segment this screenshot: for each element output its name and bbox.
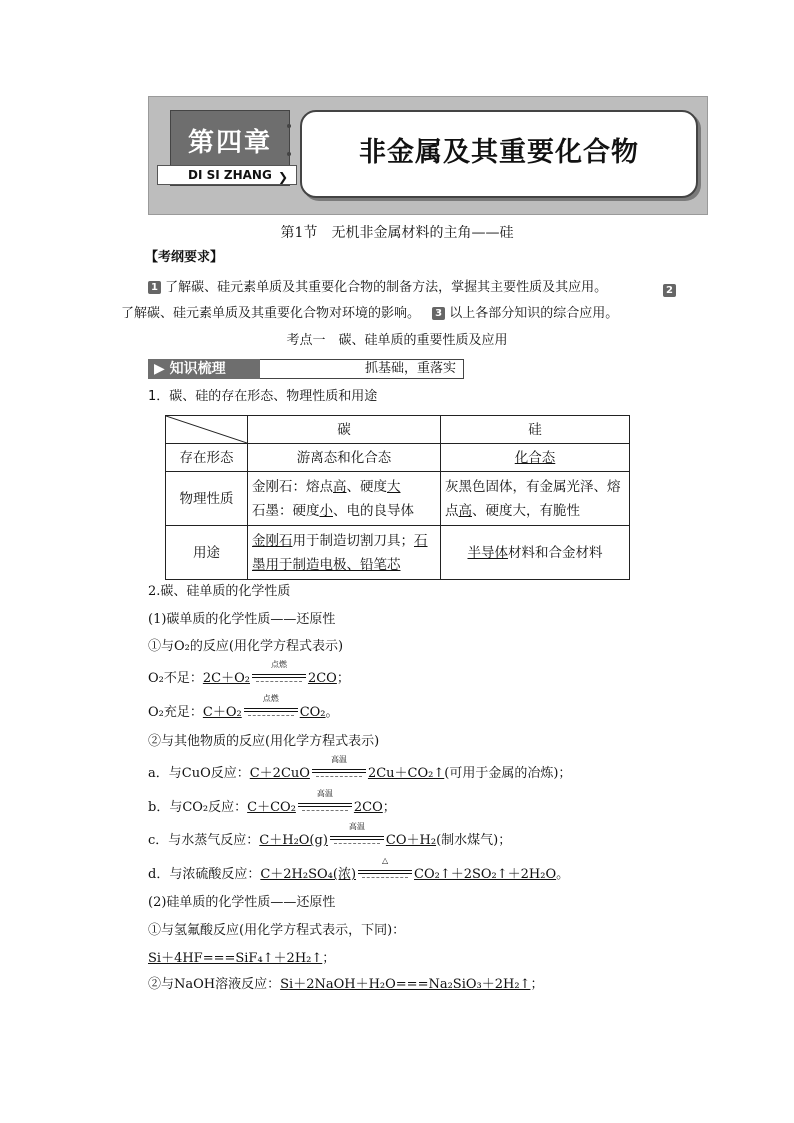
- table-header-carbon: 碳: [248, 416, 441, 444]
- knowledge-bar-tag: 抓基础，重落实: [364, 361, 456, 376]
- silicon-physical: [441, 472, 630, 526]
- table-row: [166, 526, 630, 580]
- chapter-pinyin: [157, 165, 297, 185]
- punct: ；: [498, 833, 512, 848]
- text: 、硬度: [346, 478, 387, 495]
- punct: ；: [322, 951, 336, 966]
- reaction-arrow: [328, 822, 386, 846]
- carbon-form: 游离态和化合态: [248, 444, 441, 472]
- play-icon: ▶: [154, 361, 165, 377]
- label: O₂不足：: [148, 671, 203, 686]
- requirement-item-1: 了解碳、硅元素单质及其重要化合物的制备方法，掌握其主要性质及其应用。: [165, 280, 608, 295]
- text: 、电的良导体: [333, 502, 414, 519]
- number-badge-1: 1: [148, 281, 161, 294]
- number-badge-3: 3: [432, 307, 445, 320]
- carbon-uses: [248, 526, 441, 580]
- requirement-line-2: [121, 305, 618, 323]
- equation: Si＋2NaOH＋H₂O===Na₂SiO₃＋2H₂↑: [280, 977, 531, 992]
- table-corner-cell: [166, 416, 248, 444]
- other-reactions-heading: ②与其他物质的反应(用化学方程式表示): [148, 734, 380, 749]
- table-header-row: [166, 416, 630, 444]
- requirement-item-2: 了解碳、硅元素单质及其重要化合物对环境的影响。: [121, 306, 421, 321]
- products: CO＋H₂: [385, 833, 437, 848]
- punct: ；: [530, 977, 544, 992]
- knowledge-bar-label-text: 知识梳理: [169, 361, 226, 377]
- requirements-heading: 【考纲要求】: [145, 250, 224, 265]
- answer: 高: [458, 502, 472, 519]
- reaction-arrow: [250, 660, 308, 684]
- s2-heading: 2.碳、硅单质的化学性质: [148, 584, 291, 599]
- reactants: C＋2H₂SO₄(浓): [260, 867, 357, 882]
- properties-table: [165, 415, 630, 580]
- carbon-uses-line-2: [252, 553, 436, 577]
- requirement-badge-2-holder: [663, 279, 676, 298]
- carbon-physical-line-1: [252, 475, 436, 499]
- chapter-title: 非金属及其重要化合物: [359, 137, 639, 168]
- reaction-arrow: [296, 789, 354, 813]
- text: 用于制造切割刀具；: [292, 532, 414, 549]
- label: d．与浓硫酸反应：: [148, 867, 261, 882]
- reaction-arrow: [310, 755, 368, 779]
- carbon-physical: [248, 472, 441, 526]
- text: 点: [445, 502, 459, 519]
- answer: 石: [414, 532, 428, 549]
- silicon-chem-heading: (2)硅单质的化学性质——还原性: [148, 895, 336, 910]
- carbon-physical-line-2: [252, 499, 436, 523]
- section-title: 第1节 无机非金属材料的主角——硅: [280, 225, 514, 241]
- answer: 金刚石: [252, 532, 293, 549]
- equation-hf: [148, 950, 335, 968]
- silicon-form-text: 化合态: [514, 449, 556, 466]
- condition: 点燃: [262, 694, 279, 703]
- condition: 高温: [348, 822, 365, 831]
- reactants: 2C＋O₂: [202, 671, 250, 686]
- equation-o2-sufficient: [148, 694, 339, 722]
- table-header-silicon: 硅: [441, 416, 630, 444]
- requirement-line-1: [148, 279, 607, 297]
- silicon-form: [441, 444, 630, 472]
- row-label-physical: 物理性质: [166, 472, 248, 526]
- punct: 。: [556, 867, 570, 882]
- equation-naoh: [148, 976, 543, 994]
- label: c．与水蒸气反应：: [148, 833, 260, 848]
- answer: 高: [333, 478, 347, 495]
- s1-heading: 1．碳、硅的存在形态、物理性质和用途: [148, 389, 378, 404]
- note: (可用于金属的冶炼): [444, 766, 559, 781]
- reactants: C＋H₂O(g): [259, 833, 328, 848]
- answer: 大: [387, 478, 401, 495]
- point-title: 考点一 碳、硅单质的重要性质及应用: [286, 333, 508, 348]
- text: 、硬度大，有脆性: [472, 502, 580, 519]
- equation-o2-insufficient: [148, 660, 350, 688]
- equation-co2: [148, 789, 396, 817]
- carbon-uses-line-1: [252, 529, 436, 553]
- punct: ；: [336, 671, 350, 686]
- note: (制水煤气): [436, 833, 499, 848]
- label: b．与CO₂反应：: [148, 800, 248, 815]
- answer: 半导体: [467, 544, 508, 561]
- equation-sulfuric-acid: [148, 856, 570, 884]
- hf-reaction-heading: ①与氢氟酸反应(用化学方程式表示，下同)：: [148, 923, 406, 938]
- text: 材料和合金材料: [508, 544, 603, 561]
- equation: Si＋4HF===SiF₄↑＋2H₂↑: [148, 951, 323, 966]
- equation-cuo: [148, 755, 572, 783]
- o2-reaction-heading: ①与O₂的反应(用化学方程式表示): [148, 639, 344, 654]
- punct: 。: [325, 705, 339, 720]
- silicon-uses: [441, 526, 630, 580]
- requirement-item-3: 以上各部分知识的综合应用。: [449, 306, 619, 321]
- condition: △: [381, 856, 389, 865]
- diagonal-line: [166, 416, 247, 443]
- label: O₂充足：: [148, 705, 203, 720]
- label: a．与CuO反应：: [148, 766, 250, 781]
- label: ②与NaOH溶液反应：: [148, 977, 281, 992]
- text: 石墨：硬度: [252, 502, 320, 519]
- chapter-pinyin-text: DI SI ZHANG: [188, 168, 272, 182]
- reactants: C＋O₂: [202, 705, 242, 720]
- reaction-arrow: [242, 694, 300, 718]
- reactants: C＋2CuO: [249, 766, 310, 781]
- chapter-number: 第四章: [187, 128, 272, 158]
- answer: 墨用于制造电极、铅笔芯: [252, 556, 401, 573]
- products: CO₂↑＋2SO₂↑＋2H₂O: [414, 867, 557, 882]
- row-label-form: 存在形态: [166, 444, 248, 472]
- answer: 小: [319, 502, 333, 519]
- table-row: [166, 472, 630, 526]
- number-badge-2: 2: [663, 284, 676, 297]
- products: 2CO: [307, 671, 337, 686]
- silicon-physical-line-2: [445, 499, 625, 523]
- punct: ；: [558, 766, 572, 781]
- reactants: C＋CO₂: [247, 800, 296, 815]
- text: 金刚石：熔点: [252, 478, 333, 495]
- condition: 高温: [330, 755, 347, 764]
- products: 2Cu＋CO₂↑: [367, 766, 445, 781]
- condition: 点燃: [270, 660, 287, 669]
- carbon-chem-heading: (1)碳单质的化学性质——还原性: [148, 612, 336, 627]
- products: CO₂: [299, 705, 326, 720]
- condition: 高温: [316, 789, 333, 798]
- row-label-uses: 用途: [166, 526, 248, 580]
- reaction-arrow: [356, 856, 414, 880]
- chevron-right-icon: ❯: [277, 170, 288, 184]
- table-row: [166, 444, 630, 472]
- silicon-physical-line-1: 灰黑色固体，有金属光泽、熔: [445, 478, 621, 495]
- products: 2CO: [353, 800, 383, 815]
- punct: ；: [382, 800, 396, 815]
- equation-steam: [148, 822, 512, 850]
